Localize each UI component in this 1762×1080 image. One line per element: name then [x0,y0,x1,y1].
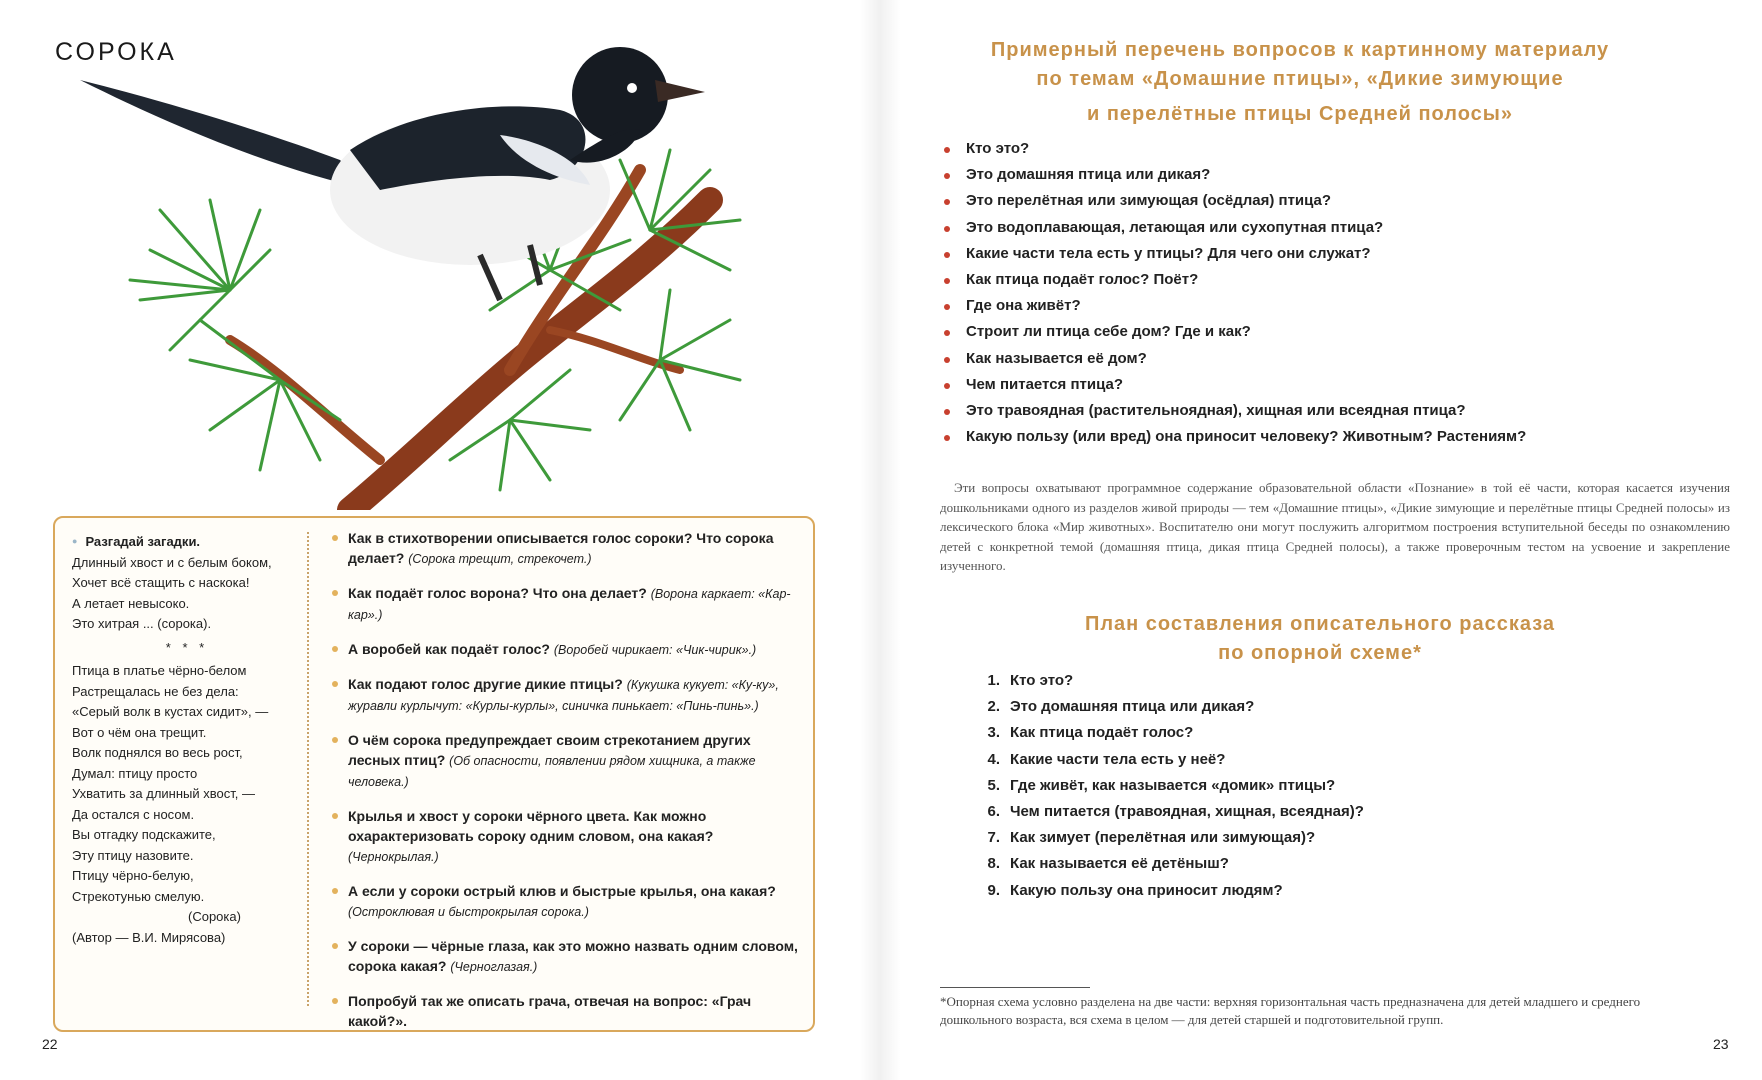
heading-line: по опорной схеме* [1218,642,1422,664]
riddle2-line: Стрекотунью смелую. [72,888,205,904]
riddle2-line: Вот о чём она трещит. [72,724,207,740]
plan-number: 2. [987,698,1000,716]
question-text: А воробей как подаёт голос? [348,641,550,657]
plan-text: Кто это? [1010,672,1074,689]
question-item [332,936,800,977]
list-item: Чем питается птица? [966,376,1706,402]
riddle1-line: Хочет всё стащить с наскока! [72,575,250,590]
question-item [332,528,800,569]
list-item: Строит ли птица себе дом? Где и как? [966,323,1706,349]
list-item: Как называется её дом? [966,350,1706,376]
riddle2-line: Эту птицу назовите. [72,847,194,863]
heading-line: Примерный перечень вопросов к картинному материалу [990,39,1610,61]
question-text: А если у сороки острый клюв и быстрые крылья, она какая? [348,883,776,899]
question-answer: (Ворона каркает: «Кар-кар».) [348,587,791,622]
riddle1-line: Это хитрая ... (сорока). [72,616,212,631]
list-item: Это травоядная (растительноядная), хищная или всеядная птица? [966,402,1706,428]
plan-number: 1. [987,672,1000,689]
plan-heading [1000,610,1640,668]
riddle-answer: (Сорока) [188,909,241,924]
plan-number: 6. [987,802,1000,820]
question-answer: (Чернокрылая.) [348,850,439,864]
plan-number: 8. [987,855,1000,873]
question-item [332,674,800,716]
list-item: Как птица подаёт голос? Поёт? [966,271,1706,297]
question-answer: (Об опасности, появлении рядом хищника, а также человека.) [348,754,756,789]
plan-item [970,724,1670,750]
riddle2-line: Птицу чёрно-белую, [72,868,194,883]
magpie-illustration [80,40,780,510]
question-item [332,639,800,660]
plan-item [970,751,1670,777]
plan-item [970,698,1670,724]
question-text: Как в стихотворении описывается голос сороки? Что сорока делает? [348,530,774,566]
heading-line: по темам «Домашние птицы», «Дикие зимующие [1036,68,1564,90]
riddle2-line: Думал: птицу просто [72,765,198,781]
question-text: О чём сорока предупреждает своим стрекотанием других лесных птиц? [348,732,751,768]
plan-number: 9. [987,881,1000,899]
question-answer: (Воробей чирикает: «Чик-чирик».) [553,643,757,657]
list-item: Где она живёт? [966,297,1706,323]
explanation-paragraph: Эти вопросы охватывают программное содержание образовательной области «Познание» в той её части, которая касается изучения дошкольниками одного из разделов живой природы — тем «Домашние птицы», «Дикие зимующие и перелётные птицы Средней полосы» из лексического блока «Мир животных». Воспитателю они могут послужить алгоритмом построения вступительной беседы по ознакомлению детей с конкретной темой (домашняя птица, дикая птица Средней полосы), а также проверочным тестом на усвоение и закрепление изученного. [940,480,1730,574]
riddle-separator: * * * [165,639,209,655]
plan-text: Как зимует (перелётная или зимующая)? [1010,829,1316,847]
plan-item [970,672,1670,698]
riddle2-line: Птица в платье чёрно-белом [72,663,247,678]
riddle2-line: Растрещалась не без дела: [72,683,239,699]
plan-number: 4. [987,750,1000,768]
question-item [332,806,800,867]
question-answer: (Сорока трещит, стрекочет.) [408,552,592,566]
riddle-author: (Автор — В.И. Мирясова) [72,929,226,945]
question-item [332,583,800,625]
question-text: У сороки — чёрные глаза, как это можно назвать одним словом, сорока какая? [348,938,798,974]
riddle2-line: Волк поднялся во весь рост, [72,745,243,760]
dotted-divider [307,532,309,1006]
question-item [332,881,800,922]
heading-line: и перелётные птицы Средней полосы» [1086,103,1513,125]
plan-number: 5. [987,776,1000,794]
plan-item [970,777,1670,803]
plan-text: Какие части тела есть у неё? [1010,750,1226,768]
list-item: Кто это? [966,140,1706,166]
page-number-right: 23 [1713,1036,1729,1052]
question-text: Крылья и хвост у сороки чёрного цвета. Как можно охарактеризовать сороку одним словом, она какая? [348,808,714,844]
list-item: Это водоплавающая, летающая или сухопутная птица? [966,219,1706,245]
plan-text: Какую пользу она приносит людям? [1010,881,1283,899]
riddle-heading: ● Разгадай загадки. [72,531,302,553]
riddle2-line: Да остался с носом. [72,806,195,822]
riddle-column [72,531,302,948]
questions-column [332,528,800,1046]
question-text: Как подаёт голос ворона? Что она делает? [348,585,647,601]
list-item: Какие части тела есть у птицы? Для чего они служат? [966,245,1706,271]
question-answer: (Черноглазая.) [450,960,538,974]
list-item: Какую пользу (или вред) она приносит человеку? Животным? Растениям? [966,428,1706,454]
list-item: Это домашняя птица или дикая? [966,166,1706,192]
riddle2-line: Ухватить за длинный хвост, — [72,786,255,801]
plan-item [970,803,1670,829]
riddle1-line: А летает невысоко. [72,595,190,611]
list-item: Это перелётная или зимующая (осёдлая) птица? [966,192,1706,218]
question-list [966,140,1706,454]
question-text: Попробуй так же описать грача, отвечая на вопрос: «Грач какой?». [348,993,752,1029]
page-number-left: 22 [42,1036,58,1052]
plan-item [970,882,1670,908]
plan-item [970,829,1670,855]
heading-line: План составления описательного рассказа [1084,613,1556,635]
plan-text: Это домашняя птица или дикая? [1010,698,1255,716]
plan-text: Как птица подаёт голос? [1010,724,1194,742]
plan-number: 7. [987,829,1000,847]
page-title: СОРОКА [55,38,177,66]
question-item [332,991,800,1032]
question-answer: (Остроклювая и быстрокрылая сорока.) [348,905,589,919]
plan-item [970,855,1670,881]
plan-list [970,672,1670,908]
riddle2-line: «Серый волк в кустах сидит», — [72,704,269,719]
plan-number: 3. [987,724,1000,742]
plan-text: Как называется её детёныш? [1010,855,1229,873]
footnote: *Опорная схема условно разделена на две части: верхняя горизонтальная часть предназначена для детей младшего и среднего дошкольного возраста, вся схема в целом — для детей старшей и подготовительной групп. [940,994,1641,1027]
plan-text: Где живёт, как называется «домик» птицы? [1010,776,1336,794]
plan-text: Чем питается (травоядная, хищная, всеядная)? [1010,802,1364,820]
riddle1-line: Длинный хвост и с белым боком, [72,554,272,570]
question-item [332,730,800,792]
question-text: Как подают голос другие дикие птицы? [348,676,623,692]
question-answer: (Кукушка кукует: «Ку-ку», журавли курлычут: «Курлы-курлы», синичка пинькает: «Пинь-пинь».) [348,678,779,713]
riddle2-line: Вы отгадку подскажите, [72,827,216,842]
footnote-rule [940,987,1090,988]
questions-heading [930,36,1670,129]
